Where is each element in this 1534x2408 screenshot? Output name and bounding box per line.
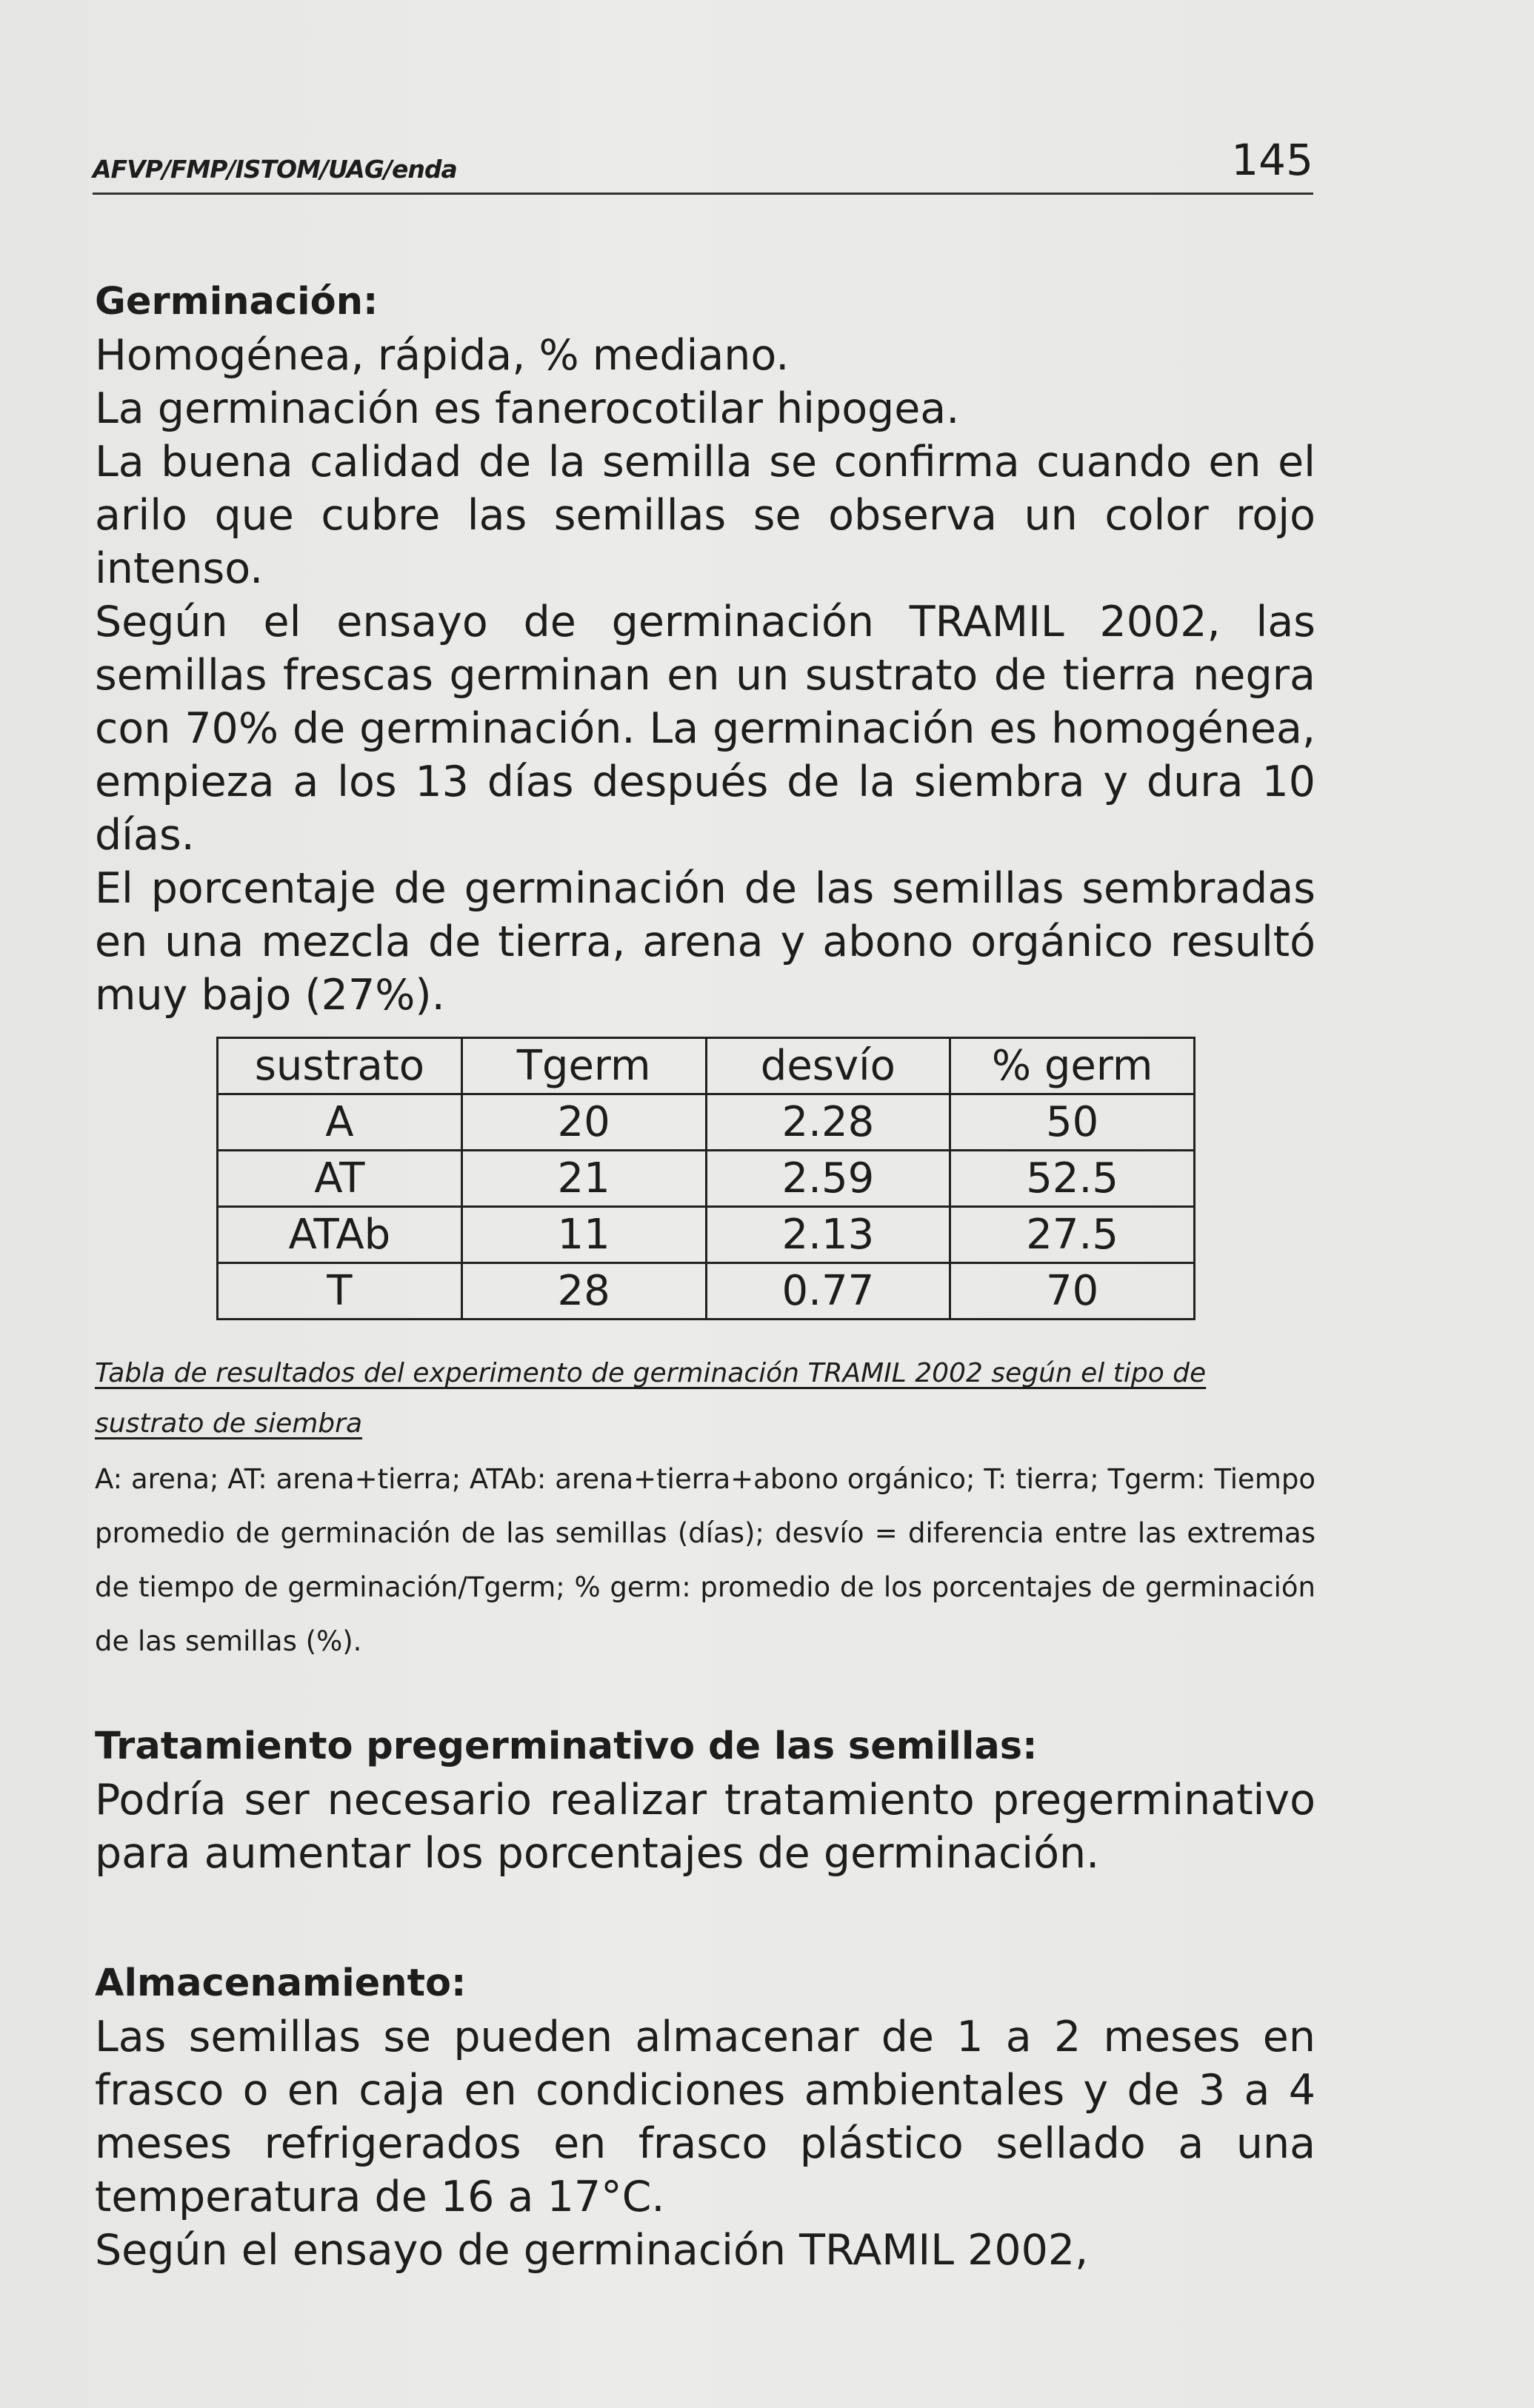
storage-trial-paragraph: Según el ensayo de germinación TRAMIL 2002,	[95, 2226, 1089, 2275]
table-notes: A: arena; AT: arena+tierra; ATAb: arena+tierra+abono orgánico; T: tierra; Tgerm: Tiempo promedio de germinación de las semillas (días); desvío = diferencia entre las extremas de tiempo de germinación/Tgerm; % germ: promedio de los porcentajes de germinación de las semillas (%).	[95, 1463, 1315, 1657]
germination-results-table	[216, 1037, 1195, 1320]
table-cell: 50	[950, 1094, 1195, 1151]
table-cell: 21	[461, 1151, 706, 1207]
germination-type: La germinación es fanerocotilar hipogea.	[95, 384, 960, 433]
table-cell: 20	[461, 1094, 706, 1151]
table-cell: 52.5	[950, 1151, 1195, 1207]
mixed-substrate-paragraph: El porcentaje de germinación de las semillas sembradas en una mezcla de tierra, arena y abono orgánico resultó muy bajo (27%).	[95, 864, 1315, 1020]
table-cell: 27.5	[950, 1207, 1195, 1263]
page-header	[93, 133, 1313, 195]
germination-title: Germinación:	[95, 280, 379, 324]
germination-results-table-wrapper	[216, 1037, 1195, 1320]
substrate-header: sustrato	[218, 1038, 462, 1094]
table-cell: ATAb	[218, 1207, 462, 1263]
table-cell: 0.77	[706, 1263, 950, 1320]
table-cell: AT	[218, 1151, 462, 1207]
table-header-row	[218, 1038, 1195, 1094]
table-cell: 11	[461, 1207, 706, 1263]
table-cell: T	[218, 1263, 462, 1320]
table-cell: 70	[950, 1263, 1195, 1320]
tgerm-header: Tgerm	[461, 1038, 706, 1094]
journal-name: AFVP/FMP/ISTOM/UAG/enda	[93, 155, 457, 184]
pregermination-treatment-title: Tratamiento pregerminativo de las semillas:	[95, 1725, 1038, 1768]
storage-title: Almacenamiento:	[95, 1961, 467, 2005]
deviation-header: desvío	[706, 1038, 950, 1094]
page-content	[95, 275, 1315, 2277]
table-cell: 2.28	[706, 1094, 950, 1151]
table-cell: 2.13	[706, 1207, 950, 1263]
pregermination-treatment-text: Podría ser necesario realizar tratamiento pregerminativo para aumentar los porcentajes de germinación.	[95, 1776, 1315, 1878]
germination-section	[95, 275, 1315, 1022]
table-cell: 28	[461, 1263, 706, 1320]
table-cell: 2.59	[706, 1151, 950, 1207]
tramil-trial-paragraph: Según el ensayo de germinación TRAMIL 2002, las semillas frescas germinan en un sustrato de tierra negra con 70% de germinación. La germinación es homogénea, empieza a los 13 días después de la siembra y dura 10 días.	[95, 598, 1315, 860]
table-row	[218, 1151, 1195, 1207]
table-row	[218, 1263, 1195, 1320]
seed-quality-paragraph: La buena calidad de la semilla se confirma cuando en el arilo que cubre las semillas se observa un color rojo intenso.	[95, 438, 1315, 593]
germination-summary: Homogénea, rápida, % mediano.	[95, 331, 790, 380]
germination-percent-header: % germ	[950, 1038, 1195, 1094]
table-row	[218, 1094, 1195, 1151]
storage-paragraph: Las semillas se pueden almacenar de 1 a 2 meses en frasco o en caja en condiciones ambientales y de 3 a 4 meses refrigerados en frasco plástico sellado a una temperatura de 16 a 17°C.	[95, 2013, 1315, 2221]
table-caption: Tabla de resultados del experimento de germinación TRAMIL 2002 según el tipo de sustrato de siembra	[95, 1358, 1207, 1439]
page-number: 145	[1231, 135, 1313, 185]
pregermination-treatment-section	[95, 1720, 1315, 1880]
storage-section	[95, 1957, 1315, 2277]
table-row	[218, 1207, 1195, 1263]
table-cell: A	[218, 1094, 462, 1151]
